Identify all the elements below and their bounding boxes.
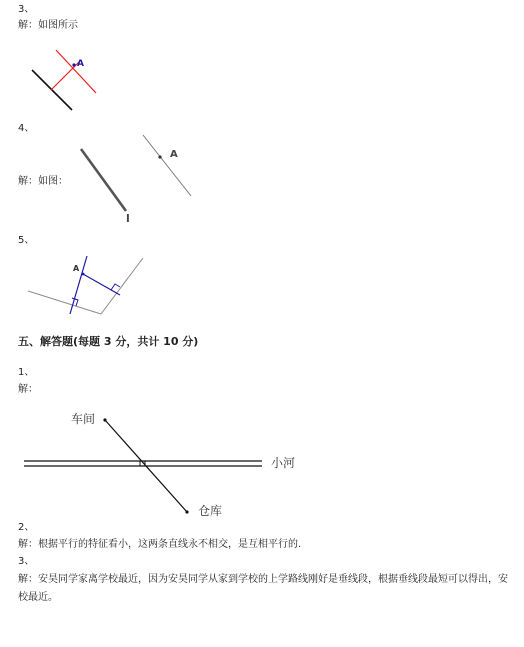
q1-answer: 解： xyxy=(18,384,38,395)
item4-line-label: l xyxy=(126,212,130,225)
q1-number: 1、 xyxy=(18,367,35,378)
q3-answer-line2: 校最近。 xyxy=(18,592,58,603)
q1-figure xyxy=(0,0,300,530)
item3-point-label: A xyxy=(77,59,84,69)
q2-answer: 解：根据平行的特征看小，这两条直线永不相交，是互相平行的. xyxy=(18,539,302,550)
item4-point-label: A xyxy=(170,149,178,160)
warehouse-label: 仓库 xyxy=(198,504,223,518)
item4-number: 4、 xyxy=(18,123,35,134)
workshop-label: 车间 xyxy=(71,412,96,426)
item3-number: 3、 xyxy=(18,4,35,15)
item5-number: 5、 xyxy=(18,235,35,246)
workshop-point xyxy=(103,418,106,421)
warehouse-point xyxy=(185,510,188,513)
section-heading: 五、解答题(每题 3 分，共计 10 分) xyxy=(18,335,199,348)
item3-answer: 解：如图所示 xyxy=(18,20,78,31)
q3-answer-line1: 解：安昊同学家离学校最近，因为安昊同学从家到学校的上学路线刚好是垂线段，根据垂线段最短可以得出，安 xyxy=(18,574,508,585)
q2-number: 2、 xyxy=(18,522,35,533)
river-label: 小河 xyxy=(271,456,296,470)
item5-point-label: A xyxy=(73,264,80,273)
item4-answer: 解：如图： xyxy=(18,176,68,187)
q3-number: 3、 xyxy=(18,556,35,567)
